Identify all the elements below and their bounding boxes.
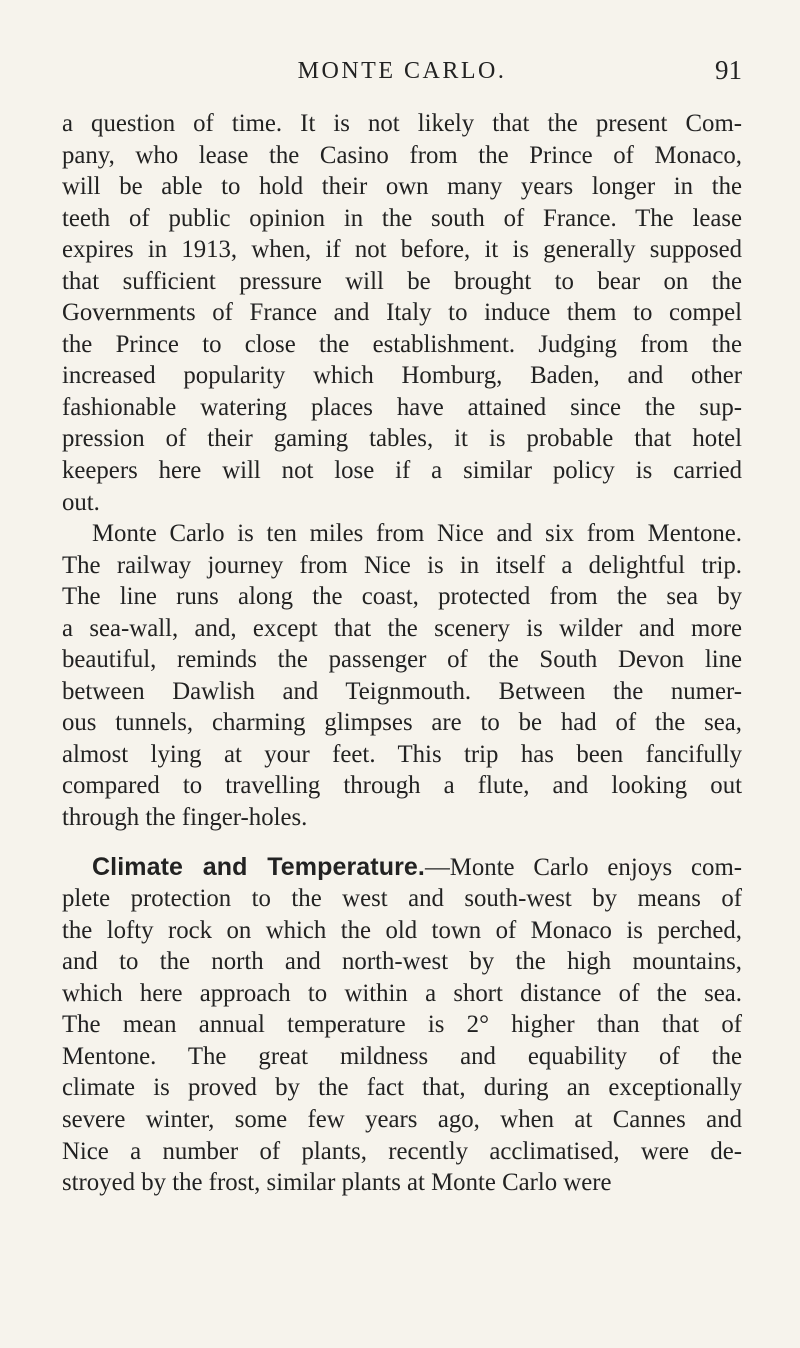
text-line: The line runs along the coast, protected from the sea by bbox=[62, 583, 742, 611]
text-line: which here approach to within a short distance of the sea. bbox=[62, 979, 742, 1007]
paragraph-2 bbox=[62, 518, 742, 833]
text-line: fashionable watering places have attained since the sup- bbox=[62, 393, 742, 421]
text-line: Mentone. The great mildness and equability of the bbox=[62, 1042, 742, 1070]
text-line: between Dawlish and Teignmouth. Between the numer- bbox=[62, 677, 742, 705]
text-line: through the finger-holes. bbox=[62, 804, 308, 832]
text-line: Monte Carlo is ten miles from Nice and six from Mentone. bbox=[92, 520, 742, 548]
paragraph-gap bbox=[62, 834, 742, 852]
text-line: expires in 1913, when, if not before, it is generally supposed bbox=[62, 236, 742, 264]
text-line: beautiful, reminds the passenger of the South Devon line bbox=[62, 646, 742, 674]
text-line: the Prince to close the establishment. Judging from the bbox=[62, 330, 742, 358]
page-header bbox=[62, 55, 742, 98]
text-line: stroyed by the frost, similar plants at Monte Carlo were bbox=[62, 1169, 612, 1197]
text-line: compared to travelling through a flute, and looking out bbox=[62, 772, 742, 800]
text-line: The railway journey from Nice is in itself a delightful trip. bbox=[62, 551, 742, 579]
text-line: severe winter, some few years ago, when at Cannes and bbox=[62, 1105, 742, 1133]
paragraph-1 bbox=[62, 108, 742, 518]
text-line: a question of time. It is not likely that the present Com- bbox=[62, 110, 742, 137]
text-line: will be able to hold their own many years longer in the bbox=[62, 173, 742, 201]
text-line: Governments of France and Italy to induce them to compel bbox=[62, 299, 742, 327]
text-line: teeth of public opinion in the south of France. The lease bbox=[62, 204, 742, 232]
text-line: out. bbox=[62, 488, 100, 516]
text-line: almost lying at your feet. This trip has been fancifully bbox=[62, 740, 742, 768]
text-line: Nice a number of plants, recently acclimatised, were de- bbox=[62, 1137, 742, 1165]
text-line: plete protection to the west and south-west by means of bbox=[62, 885, 742, 913]
text-line: a sea-wall, and, except that the scenery is wilder and more bbox=[62, 614, 742, 642]
text-line: keepers here will not lose if a similar policy is carried bbox=[62, 457, 742, 485]
text-line: ous tunnels, charming glimpses are to be had of the sea, bbox=[62, 709, 742, 737]
section-heading: Climate and Temperature. bbox=[92, 852, 425, 881]
text-line: pression of their gaming tables, it is probable that hotel bbox=[62, 425, 742, 453]
running-title: MONTE CARLO. bbox=[297, 58, 507, 84]
body-text bbox=[62, 108, 742, 1199]
text-line: and to the north and north-west by the high mountains, bbox=[62, 948, 742, 976]
paragraph-3 bbox=[62, 852, 742, 1199]
text-line: increased popularity which Homburg, Baden, and other bbox=[62, 362, 742, 390]
heading-run-in-text: —Monte Carlo enjoys com- bbox=[424, 853, 743, 881]
text-line: The mean annual temperature is 2° higher than that of bbox=[62, 1011, 742, 1039]
text-line: that sufficient pressure will be brought to bear on the bbox=[62, 267, 742, 295]
text-line: the lofty rock on which the old town of Monaco is perched, bbox=[62, 916, 742, 944]
page-number: 91 bbox=[715, 55, 742, 85]
text-line: climate is proved by the fact that, during an exceptionally bbox=[62, 1074, 742, 1102]
text-line: pany, who lease the Casino from the Prince of Monaco, bbox=[62, 141, 742, 169]
text-line bbox=[62, 852, 742, 884]
